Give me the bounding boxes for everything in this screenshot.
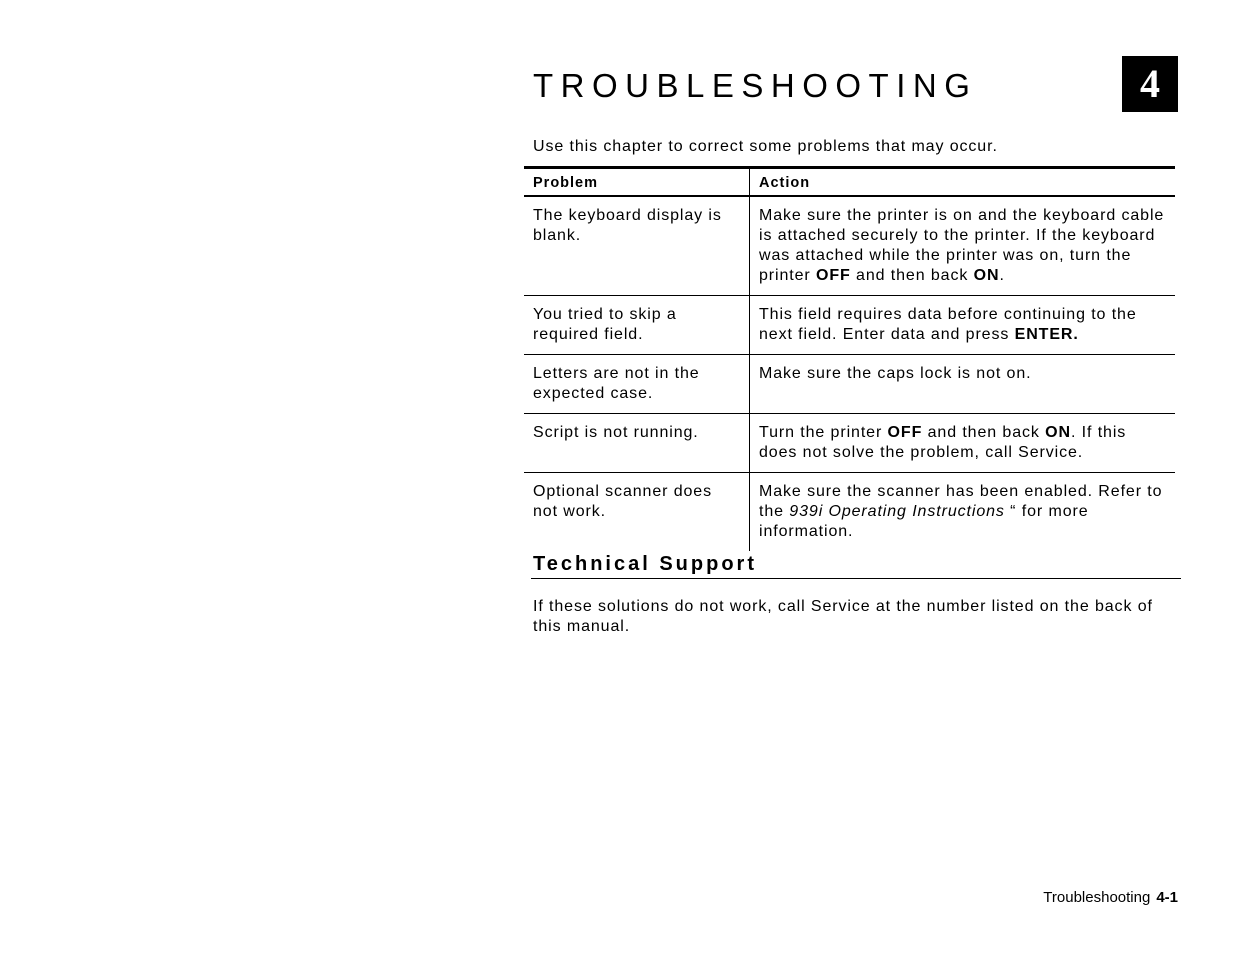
section-divider xyxy=(531,578,1181,579)
chapter-number-badge: 4 xyxy=(1122,56,1178,112)
action-cell xyxy=(750,473,1176,552)
action-text: Make sure the scanner has been enabled. Refer to the xyxy=(759,483,1163,520)
emphasis-text: OFF xyxy=(887,424,923,441)
action-text: . xyxy=(999,267,1005,284)
problem-cell: The keyboard display is blank. xyxy=(524,196,750,296)
page-footer xyxy=(1043,888,1178,908)
action-cell xyxy=(750,296,1176,355)
action-cell xyxy=(750,355,1176,414)
table-row xyxy=(524,355,1175,414)
troubleshooting-table xyxy=(524,166,1175,551)
support-text: If these solutions do not work, call Service at the number listed on the back of this manual. xyxy=(533,598,1153,635)
chapter-title: TROUBLESHOOTING xyxy=(533,67,978,104)
emphasis-text: ON xyxy=(1045,424,1071,441)
problem-cell: Letters are not in the expected case. xyxy=(524,355,750,414)
footer-section-name: Troubleshooting xyxy=(1043,889,1151,906)
action-text: Make sure the caps lock is not on. xyxy=(759,365,1032,382)
action-text: and then back xyxy=(850,267,974,284)
problem-cell: Optional scanner does not work. xyxy=(524,473,750,552)
action-cell xyxy=(750,414,1176,473)
action-cell xyxy=(750,196,1176,296)
table-row xyxy=(524,296,1175,355)
action-text: Make sure the printer is on and the keyboard cable is attached securely to the printer. If the keyboard was attached while the printer was on, turn the printer xyxy=(759,207,1165,284)
action-text: Turn the printer xyxy=(759,424,888,441)
problem-cell: Script is not running. xyxy=(524,414,750,473)
emphasis-text: OFF xyxy=(816,267,851,284)
table-header-row xyxy=(524,168,1175,197)
footer-page-number: 4-1 xyxy=(1156,889,1178,906)
emphasis-text: ON xyxy=(973,267,1000,284)
action-text: This field requires data before continuing to the next field. Enter data and press xyxy=(759,306,1137,343)
table-row xyxy=(524,473,1175,552)
italic-text: 939i Operating Instructions xyxy=(789,503,1005,520)
emphasis-text: ENTER. xyxy=(1014,326,1079,343)
problem-cell: You tried to skip a required field. xyxy=(524,296,750,355)
action-text: . If this does not solve the problem, call Service. xyxy=(759,424,1127,461)
column-header-problem: Problem xyxy=(524,168,750,197)
column-header-action: Action xyxy=(759,175,811,191)
action-text: and then back xyxy=(922,424,1046,441)
section-heading-technical-support: Technical Support xyxy=(533,553,757,575)
table-row xyxy=(524,196,1175,296)
intro-text: Use this chapter to correct some problems that may occur. xyxy=(533,138,998,155)
action-text: “ for more information. xyxy=(759,503,1089,540)
table-row xyxy=(524,414,1175,473)
